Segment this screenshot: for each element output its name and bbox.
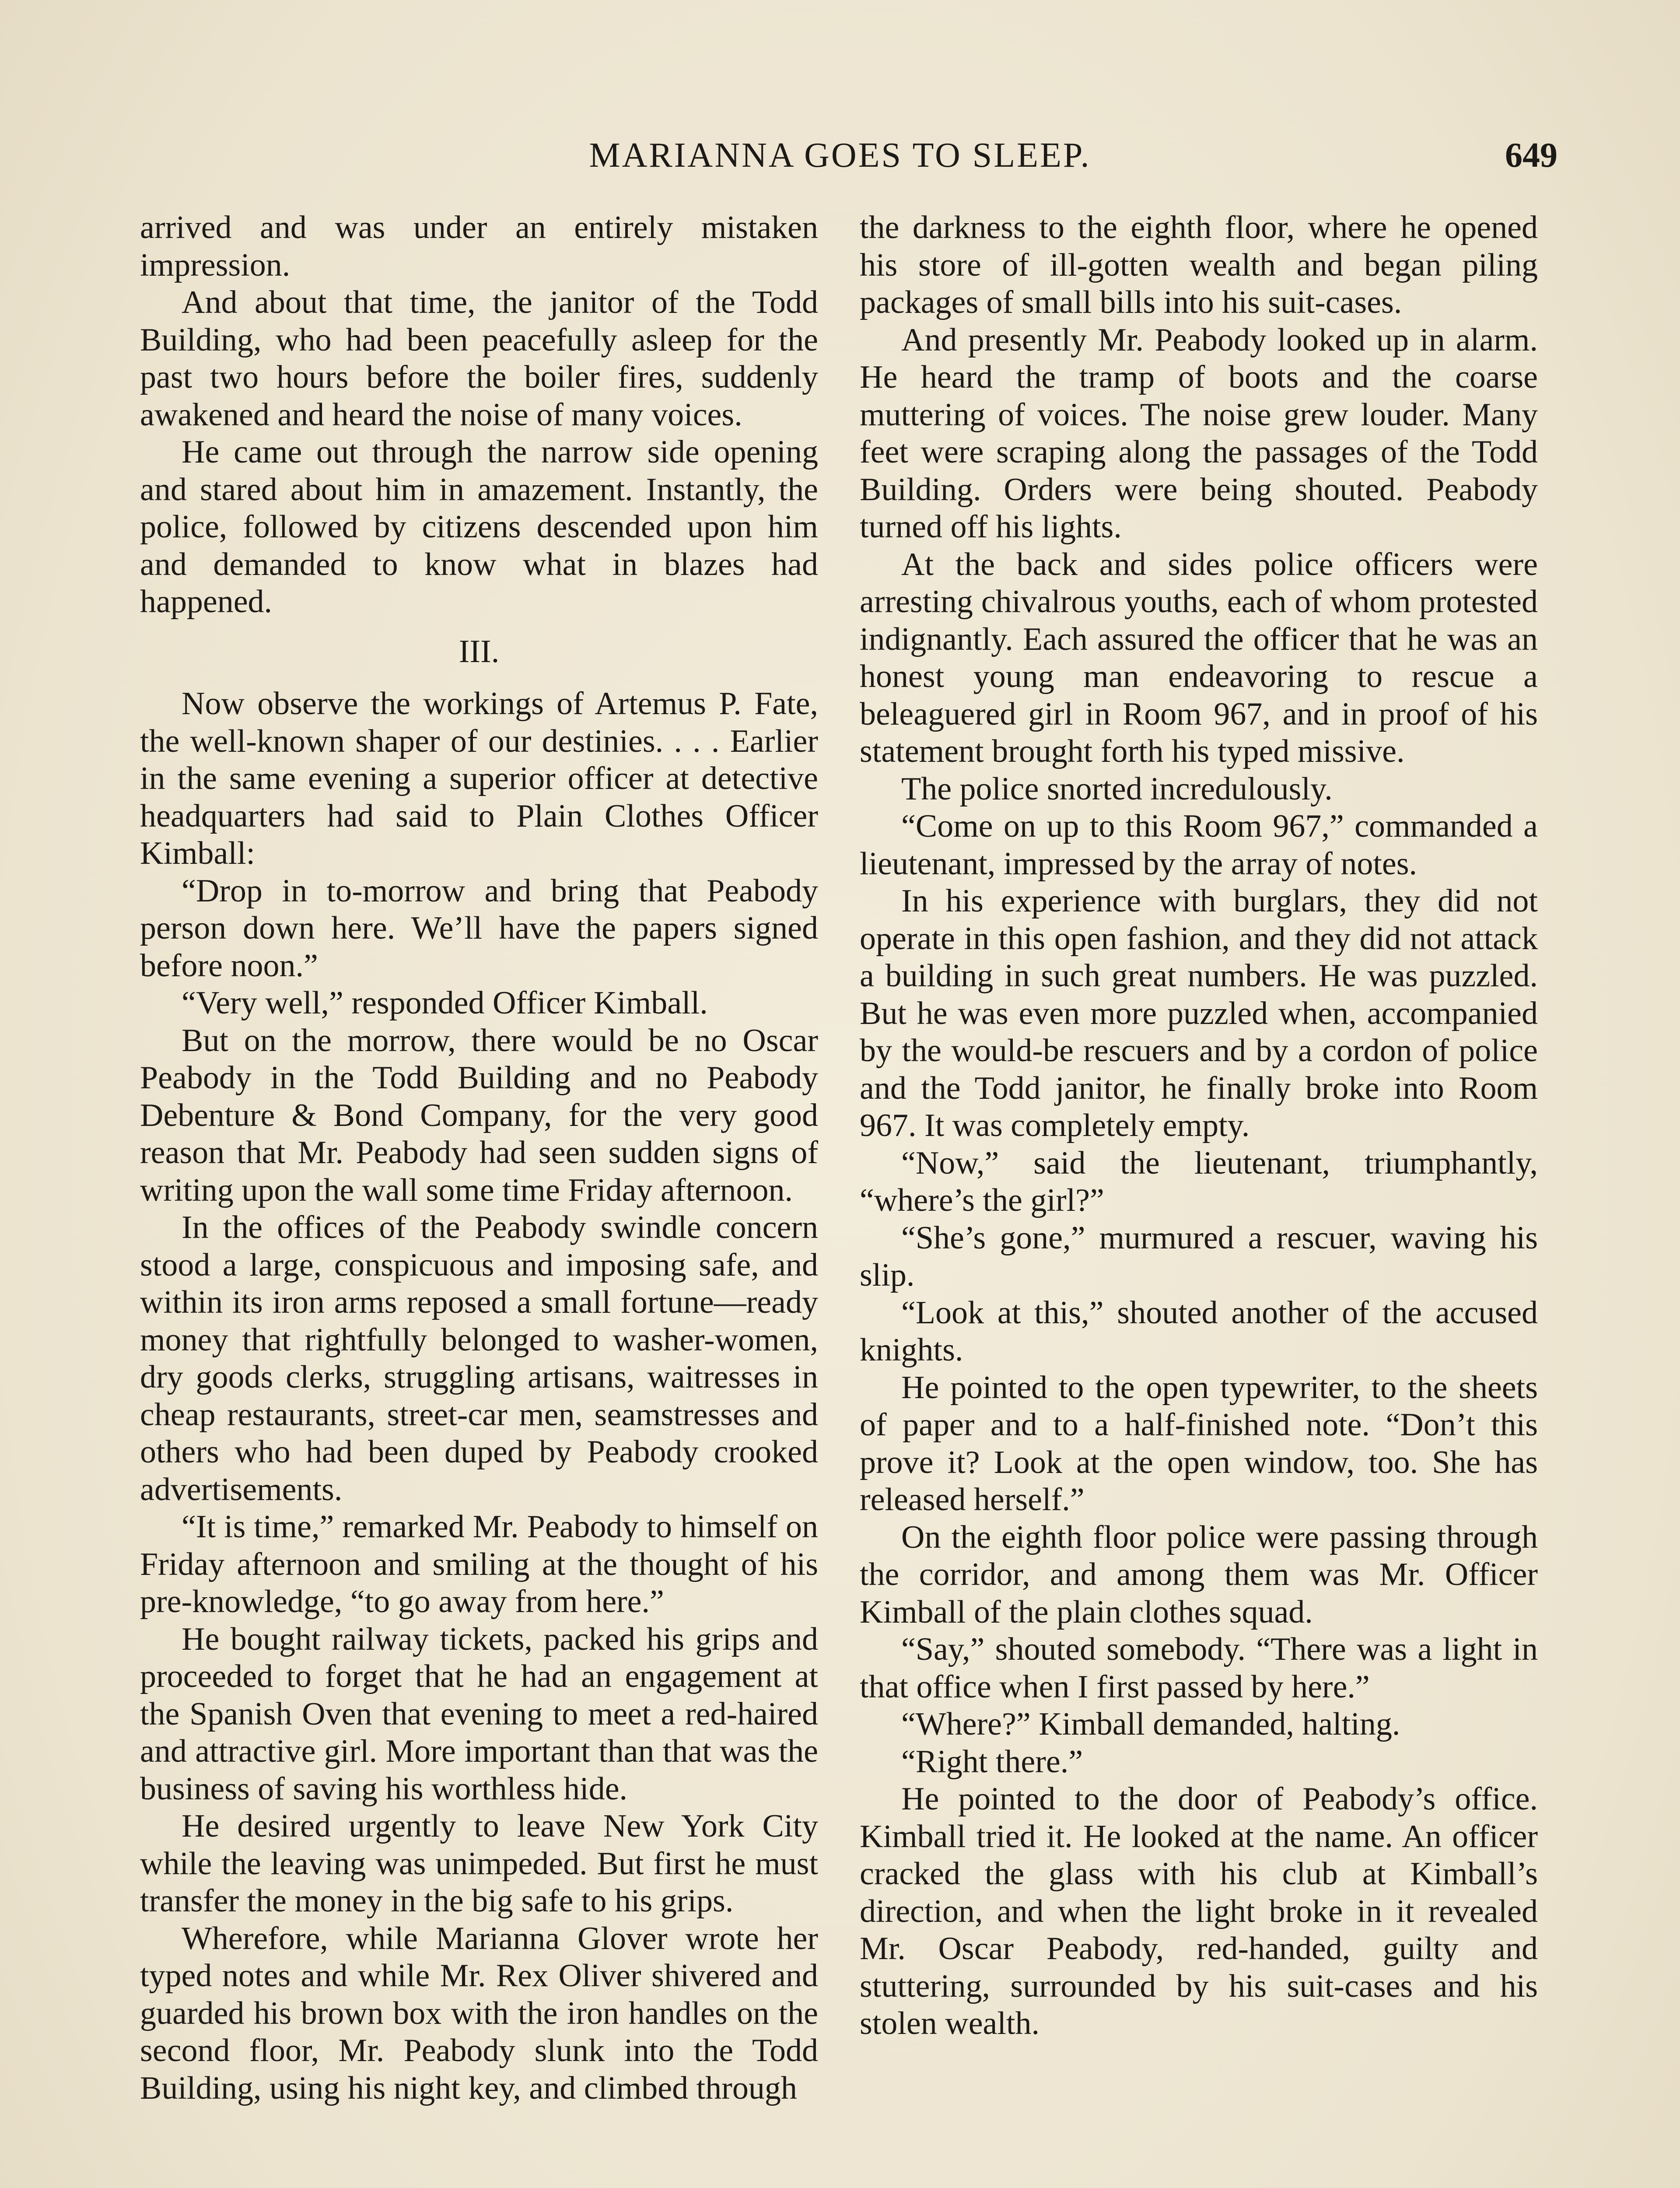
paragraph: “Now,” said the lieutenant, triumphantly, “where’s the girl?” <box>860 1145 1538 1218</box>
paragraph: He pointed to the door of Peabody’s office. Kimball tried it. He looked at the name. An officer cracked the glass with his club at Kimball’s direction, and when the light broke in it revealed Mr. Oscar Peabody, red-handed, guilty and stuttering, surrounded by his suit-cases and his stolen wealth. <box>860 1781 1538 2041</box>
paragraph: He bought railway tickets, packed his grips and proceeded to forget that he had an engagement at the Spanish Oven that evening to meet a red-haired and attractive girl. More important than that was the business of saving his worthless hide. <box>140 1621 818 1807</box>
paragraph: arrived and was under an entirely mistaken impression. <box>140 210 818 283</box>
paragraph: “Drop in to-morrow and bring that Peabody person down here. We’ll have the papers signed before noon.” <box>140 873 818 984</box>
paragraph: In his experience with burglars, they did not operate in this open fashion, and they did not attack a building in such great numbers. He was puzzled. But he was even more puzzled when, accompanied by the would-be rescuers and by a cordon of police and the Todd janitor, he finally broke into Room 967. It was completely empty. <box>860 883 1538 1143</box>
paragraph: But on the morrow, there would be no Oscar Peabody in the Todd Building and no Peabody Debenture & Bond Company, for the very good reason that Mr. Peabody had seen sudden signs of writing upon the wall some time Friday afternoon. <box>140 1022 818 1208</box>
paragraph: At the back and sides police officers were arresting chivalrous youths, each of whom protested indignantly. Each assured the officer that he was an honest young man endeavoring to rescue a beleaguered girl in Room 967, and in proof of his statement brought forth his typed missive. <box>860 546 1538 769</box>
paragraph: The police snorted incredulously. <box>901 771 1333 807</box>
paragraph: On the eighth floor police were passing through the corridor, and among them was Mr. Officer Kimball of the plain clothes squad. <box>860 1519 1538 1630</box>
paragraph: He pointed to the open typewriter, to the sheets of paper and to a half-finished note. “Don’t this prove it? Look at the open window, too. She has released herself.” <box>860 1369 1538 1518</box>
paragraph: “It is time,” remarked Mr. Peabody to himself on Friday afternoon and smiling at the thought of his pre-knowledge, “to go away from here.” <box>140 1509 818 1620</box>
paragraph: “Where?” Kimball demanded, halting. <box>901 1706 1400 1742</box>
page-number: 649 <box>1505 136 1558 175</box>
left-column <box>140 209 818 2107</box>
page-header <box>140 131 1558 179</box>
paragraph: “Right there.” <box>901 1743 1083 1780</box>
paragraph: the darkness to the eighth floor, where he opened his store of ill-gotten wealth and began piling packages of small bills into his suit-cases. <box>860 210 1538 320</box>
paragraph: “Come on up to this Room 967,” commanded a lieutenant, impressed by the array of notes. <box>860 808 1538 882</box>
section-number: III. <box>458 633 500 670</box>
paragraph: “Say,” shouted somebody. “There was a light in that office when I first passed by here.” <box>860 1631 1538 1705</box>
paragraph: He desired urgently to leave New York City while the leaving was unimpeded. But first he must transfer the money in the big safe to his grips. <box>140 1808 818 1919</box>
paragraph: He came out through the narrow side opening and stared about him in amazement. Instantly, the police, followed by citizens descended upon him and demanded to know what in blazes had happened. <box>140 434 818 620</box>
paragraph: “Look at this,” shouted another of the accused knights. <box>860 1294 1538 1368</box>
paragraph: Now observe the workings of Artemus P. Fate, the well-known shaper of our destinies. . . . Earlier in the same evening a superior officer at detective headquarters had said to Plain Clothes Officer Kimball: <box>140 686 818 871</box>
paragraph: Wherefore, while Marianna Glover wrote her typed notes and while Mr. Rex Oliver shivered and guarded his brown box with the iron handles on the second floor, Mr. Peabody slunk into the Todd Building, using his night key, and climbed through <box>140 1920 818 2106</box>
paragraph: And presently Mr. Peabody looked up in alarm. He heard the tramp of boots and the coarse muttering of voices. The noise grew louder. Many feet were scraping along the passages of the Todd Building. Orders were being shouted. Peabody turned off his lights. <box>860 322 1538 545</box>
running-head: MARIANNA GOES TO SLEEP. <box>589 136 1091 175</box>
right-column <box>860 209 1538 2043</box>
paragraph: “She’s gone,” murmured a rescuer, waving his slip. <box>860 1220 1538 1293</box>
paragraph: And about that time, the janitor of the Todd Building, who had been peacefully asleep for the past two hours before the boiler fires, suddenly awakened and heard the noise of many voices. <box>140 284 818 433</box>
paragraph: In the offices of the Peabody swindle concern stood a large, conspicuous and imposing safe, and within its iron arms reposed a small fortune—ready money that rightfully belonged to washer-women, dry goods clerks, struggling artisans, waitresses in cheap restaurants, street-car men, seamstresses and others who had been duped by Peabody crooked advertisements. <box>140 1210 818 1508</box>
paragraph: “Very well,” responded Officer Kimball. <box>182 985 708 1021</box>
